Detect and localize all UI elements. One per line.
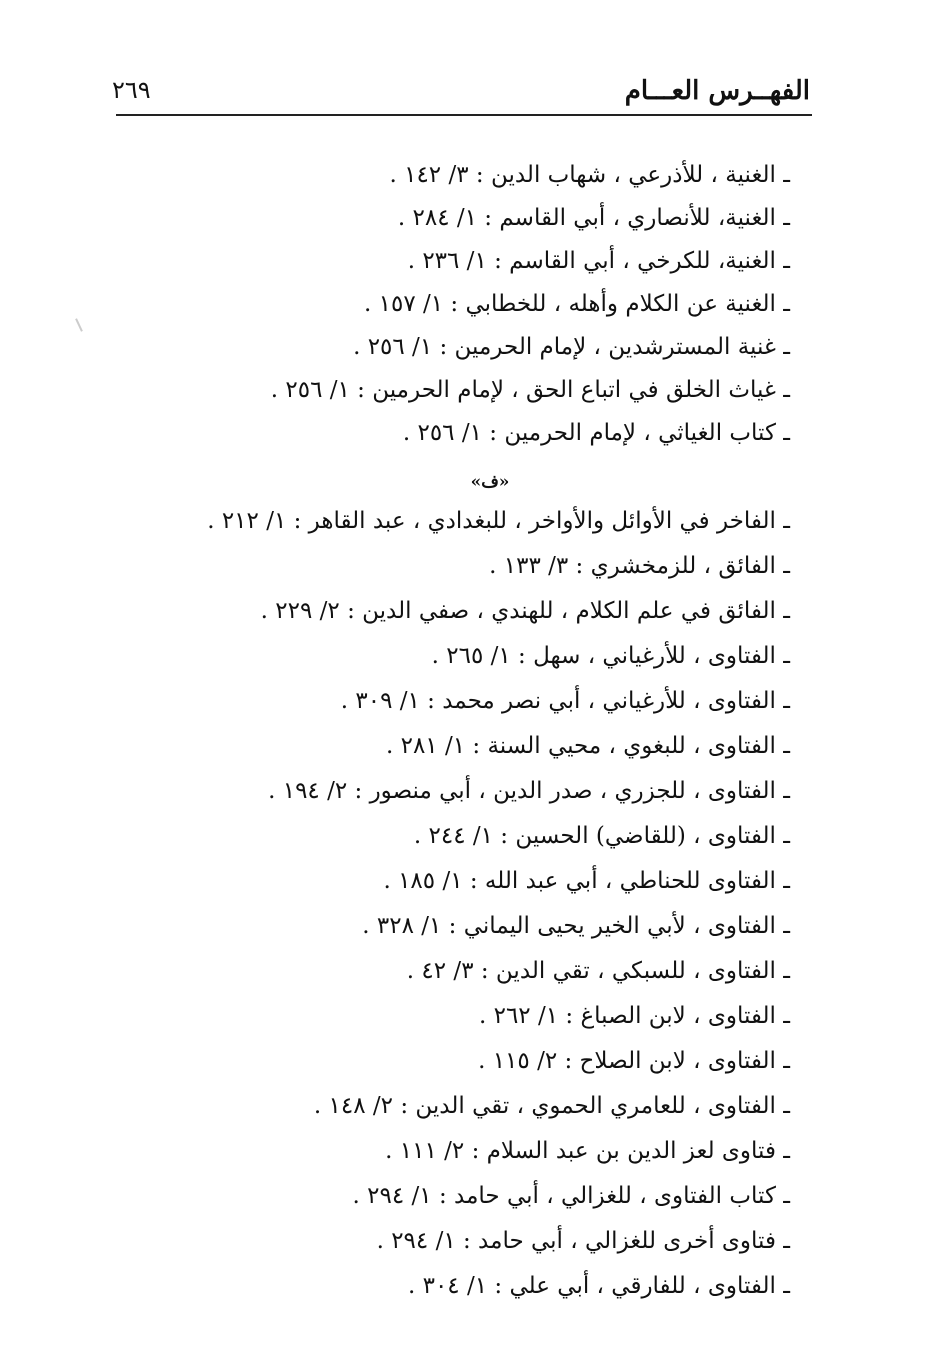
index-entry: ـ الغنية عن الكلام وأهله ، للخطابي : ١/ ١٥٧ .	[364, 291, 790, 317]
page-header	[112, 72, 810, 112]
index-entry: ـ الفتاوى للحناطي ، أبي عبد الله : ١/ ١٨٥ .	[383, 868, 790, 894]
index-entry: ـ الفائق ، للزمخشري : ٣/ ١٣٣ .	[489, 553, 790, 579]
index-entry: ـ فتاوى أخرى للغزالي ، أبي حامد : ١/ ٢٩٤ .	[376, 1228, 790, 1254]
header-title: الفهــرس العـــام	[624, 76, 810, 106]
index-entry: ـ الفتاوى ، للبغوي ، محيي السنة : ١/ ٢٨١ .	[385, 733, 790, 759]
index-entry: ـ الفتاوى ، لابن الصباغ : ١/ ٢٦٢ .	[478, 1003, 790, 1029]
index-entry: ـ الفتاوى ، للجزري ، صدر الدين ، أبي منصور : ٢/ ١٩٤ .	[268, 778, 790, 804]
index-entry: ـ غنية المسترشدين ، لإمام الحرمين : ١/ ٢٥٦ .	[353, 334, 790, 360]
index-entry: ـ الغنية، للأنصاري ، أبي القاسم : ١/ ٢٨٤ .	[397, 205, 790, 231]
index-entry: ـ الغنية ، للأذرعي ، شهاب الدين : ٣/ ١٤٢ .	[389, 162, 790, 188]
index-entry: ـ كتاب الغياثي ، لإمام الحرمين : ١/ ٢٥٦ .	[402, 420, 790, 446]
header-rule	[116, 114, 812, 116]
index-entry: ـ غياث الخلق في اتباع الحق ، لإمام الحرمين : ١/ ٢٥٦ .	[270, 377, 790, 403]
section-fa	[140, 499, 790, 1309]
scan-speck	[75, 318, 83, 332]
index-entry: ـ الفتاوى ، للعامري الحموي ، تقي الدين : ٢/ ١٤٨ .	[313, 1093, 790, 1119]
section-heading-fa: «ف»	[470, 472, 510, 492]
index-entry: ـ الغنية، للكرخي ، أبي القاسم : ١/ ٢٣٦ .	[407, 248, 790, 274]
index-entry: ـ الفتاوى ، للسبكي ، تقي الدين : ٣/ ٤٢ .	[406, 958, 790, 984]
index-entry: ـ كتاب الفتاوى ، للغزالي ، أبي حامد : ١/ ٢٩٤ .	[352, 1183, 790, 1209]
index-entry: ـ الفتاوى ، (للقاضي) الحسين : ١/ ٢٤٤ .	[413, 823, 790, 849]
index-entry: ـ الفتاوى ، للأرغياني ، سهل : ١/ ٢٦٥ .	[431, 643, 790, 669]
index-entry: ـ الفاخر في الأوائل والأواخر ، للبغدادي ، عبد القاهر : ١/ ٢١٢ .	[207, 508, 790, 534]
index-entry: ـ فتاوى لعز الدين بن عبد السلام : ٢/ ١١١ .	[385, 1138, 790, 1164]
index-entry: ـ الفتاوى ، للأرغياني ، أبي نصر محمد : ١/ ٣٠٩ .	[340, 688, 790, 714]
index-entry: ـ الفتاوى ، لابن الصلاح : ٢/ ١١٥ .	[478, 1048, 790, 1074]
index-entry: ـ الفائق في علم الكلام ، للهندي ، صفي الدين : ٢/ ٢٢٩ .	[260, 598, 790, 624]
page-number: ٢٦٩	[112, 76, 151, 104]
index-entry: ـ الفتاوى ، لأبي الخير يحيى اليماني : ١/ ٣٢٨ .	[362, 913, 790, 939]
index-entry: ـ الفتاوى ، للفارقي ، أبي علي : ١/ ٣٠٤ .	[407, 1273, 790, 1299]
section-ghayn	[140, 154, 790, 455]
index-entries	[140, 154, 790, 1309]
